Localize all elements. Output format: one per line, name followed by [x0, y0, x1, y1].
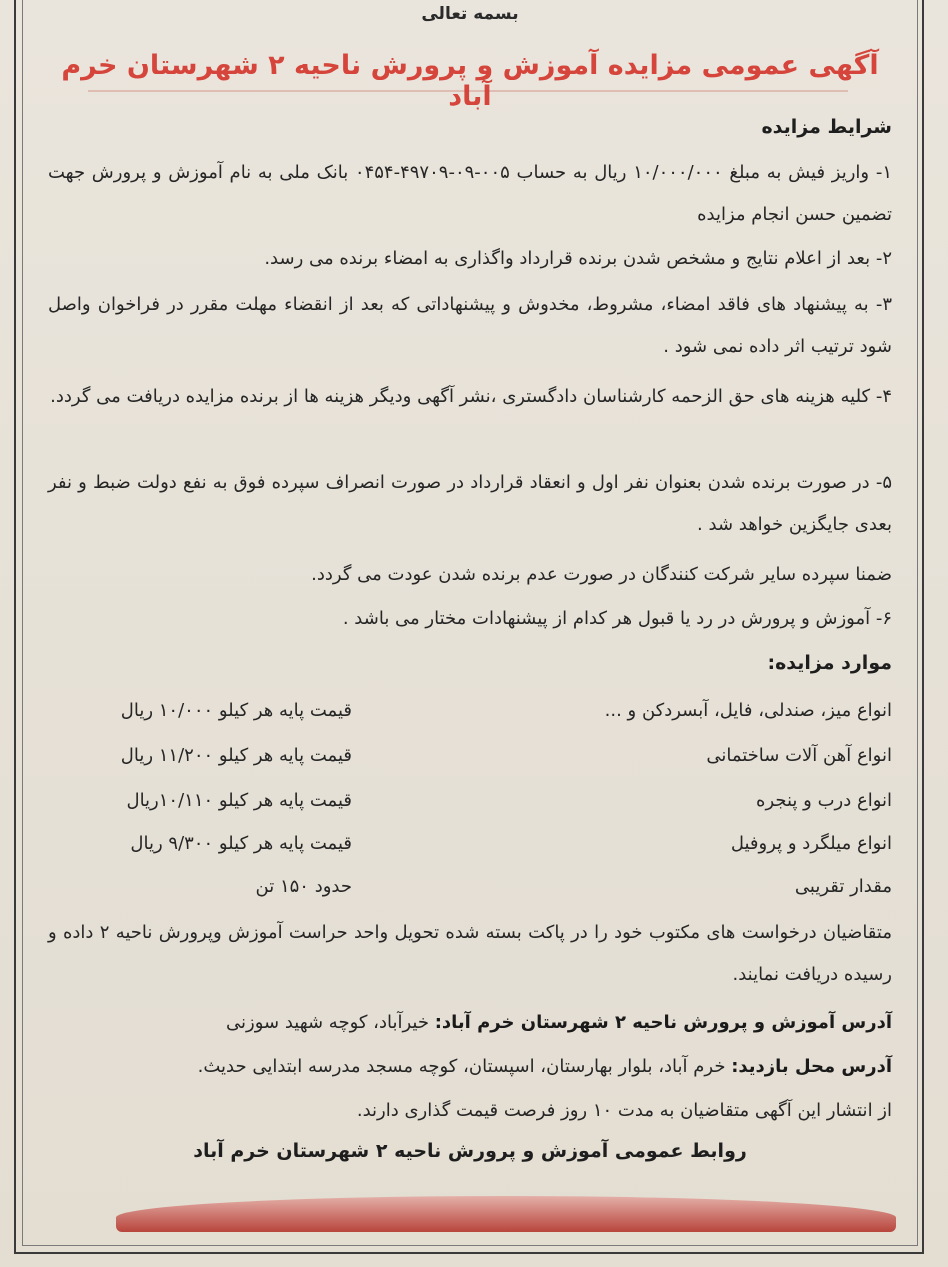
condition-item-4: ۴- کلیه هزینه های حق الزحمه کارشناسان دادگستری ،نشر آگهی ودیگر هزینه ها از برنده مزایده دریافت می گردد.: [50, 386, 892, 407]
item-name: مقدار تقریبی: [794, 876, 892, 897]
visit-address-value: خرم آباد، بلوار بهارستان، اسپستان، کوچه مسجد مدرسه ابتدایی حدیث.: [197, 1056, 726, 1077]
announcement-content: [36, 0, 904, 1240]
condition-item-2: ۲- بعد از اعلام نتایج و مشخص شدن برنده قرارداد واگذاری به امضاء برنده می رسد.: [264, 248, 892, 269]
item-price: قیمت پایه هر کیلو ۹/۳۰۰ ریال: [130, 833, 352, 854]
item-name: انواع آهن آلات ساختمانی: [706, 745, 892, 766]
footer-signature: روابط عمومی آموزش و پرورش ناحیه ۲ شهرستان خرم آباد: [193, 1140, 747, 1162]
bismillah-heading: بسمه تعالی: [421, 4, 519, 24]
visit-address-label: آدرس محل بازدید:: [731, 1056, 892, 1077]
announcement-title: آگهی عمومی مزایده آموزش و پرورش ناحیه ۲ شهرستان خرم آباد: [61, 50, 879, 112]
condition-item-6: ۶- آموزش و پرورش در رد یا قبول هر کدام از پیشنهادات مختار می باشد .: [342, 608, 892, 629]
applicants-note: متقاضیان درخواست های مکتوب خود را در پاکت بسته شده تحویل واحد حراست آموزش وپرورش ناحیه ۲ داده و رسیده دریافت نمایند.: [48, 922, 892, 985]
office-address-label: آدرس آموزش و پرورش ناحیه ۲ شهرستان خرم آباد:: [434, 1012, 892, 1033]
condition-item-1: ۱- واریز فیش به مبلغ ۱۰/۰۰۰/۰۰۰ ریال به حساب ۰۰۵-۰۹-۴۹۷۰۹-۰۴۵۴ بانک ملی به نام آموزش و پرورش جهت تضمین حسن انجام مزایده: [48, 162, 892, 225]
office-address-value: خیرآباد، کوچه شهید سوزنی: [226, 1012, 429, 1033]
item-price: قیمت پایه هر کیلو ۱۱/۲۰۰ ریال: [120, 745, 352, 766]
item-name: انواع میز، صندلی، فایل، آبسردکن و ...: [604, 700, 892, 721]
auction-item-row: [48, 700, 892, 730]
condition-item-5: ۵- در صورت برنده شدن بعنوان نفر اول و انعقاد قرارداد در صورت انصراف سپرده فوق به نفع دولت ضبط و نفر بعدی جایگزین خواهد شد .: [48, 472, 892, 535]
item-name: انواع درب و پنجره: [756, 790, 892, 811]
office-address: [48, 1008, 892, 1038]
auction-item-row: [48, 876, 892, 906]
conditions-heading: شرایط مزایده: [761, 116, 892, 138]
item-price: قیمت پایه هر کیلو ۱۰/۰۰۰ ریال: [120, 700, 352, 721]
auction-item-row: [48, 790, 892, 820]
item-price: حدود ۱۵۰ تن: [255, 876, 352, 897]
visit-address: [48, 1052, 892, 1082]
deadline-note: از انتشار این آگهی متقاضیان به مدت ۱۰ روز فرصت قیمت گذاری دارند.: [356, 1100, 892, 1121]
title-divider: [88, 90, 848, 92]
item-price: قیمت پایه هر کیلو ۱۰/۱۱۰ریال: [126, 790, 352, 811]
item-name: انواع میلگرد و پروفیل: [730, 833, 892, 854]
auction-items-heading: موارد مزایده:: [767, 652, 892, 674]
auction-item-row: [48, 833, 892, 863]
condition-item-3: ۳- به پیشنهاد های فاقد امضاء، مشروط، مخدوش و پیشنهاداتی که بعد از انقضاء مهلت مقرر در فراخوان واصل شود ترتیب اثر داده نمی شود .: [48, 294, 892, 357]
condition-item-5-note: ضمنا سپرده سایر شرکت کنندگان در صورت عدم برنده شدن عودت می گردد.: [311, 564, 892, 585]
footer-decorative-band: [116, 1196, 896, 1232]
auction-item-row: [48, 745, 892, 775]
